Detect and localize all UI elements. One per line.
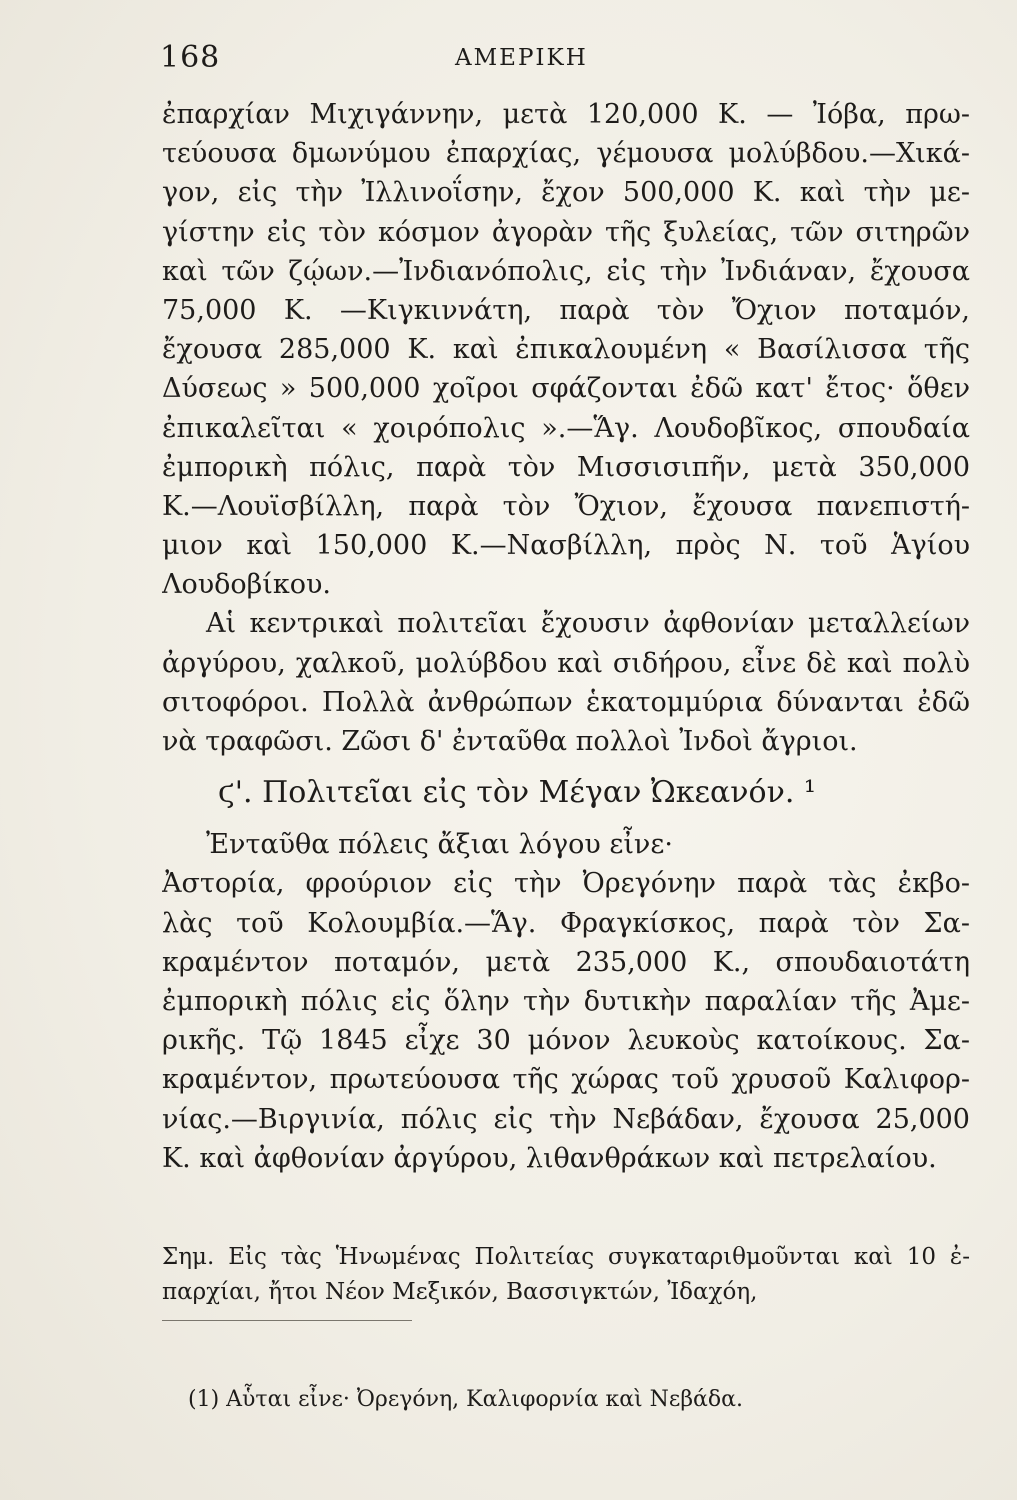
text-line: 75,000 Κ. —Κιγκιννάτη, παρὰ τὸν Ὄχιον ποταμόν, bbox=[162, 294, 970, 326]
text-line: ἐπαρχίαν Μιχιγάννην, μετὰ 120,000 Κ. — Ἰόβα, πρω- bbox=[162, 99, 970, 130]
text-line: νὰ τραφῶσι. Ζῶσι δ' ἐνταῦθα πολλοὶ Ἰνδοὶ ἄγριοι. bbox=[162, 726, 858, 757]
text-line: Κ. καὶ ἀφθονίαν ἀργύρου, λιθανθράκων καὶ πετρελαίου. bbox=[162, 1142, 937, 1174]
paragraph-1 bbox=[162, 95, 970, 604]
text-line: τεύουσα δμωνύμου ἐπαρχίας, γέμουσα μολύβδου.—Χικά- bbox=[162, 138, 970, 170]
note-line: παρχίαι, ἤτοι Νέον Μεξικόν, Βασσιγκτών, Ἰδαχόη, bbox=[162, 1279, 758, 1305]
text-line: καὶ τῶν ζῴων.—Ἰνδιανόπολις, εἰς τὴν Ἰνδιάναν, ἔχουσα bbox=[162, 255, 970, 287]
text-line: Ἐνταῦθα πόλεις ἄξιαι λόγου εἶνε· bbox=[206, 829, 673, 861]
section-heading: ϛ'. Πολιτεῖαι εἰς τὸν Μέγαν Ὠκεανόν. ¹ bbox=[218, 775, 816, 811]
text-line: Δύσεως » 500,000 χοῖροι σφάζονται ἐδῶ κατ' ἔτος· ὅθεν bbox=[162, 373, 970, 405]
text-line: λὰς τοῦ Κολουμβία.—Ἅγ. Φραγκίσκος, παρὰ τὸν Σα- bbox=[162, 907, 970, 939]
text-line: ἀργύρου, χαλκοῦ, μολύβδου καὶ σιδήρου, εἶνε δὲ καὶ πολὺ bbox=[162, 647, 970, 679]
text-line: νίας.—Βιργινία, πόλις εἰς τὴν Νεβάδαν, ἔχουσα 25,000 bbox=[162, 1103, 970, 1135]
text-line: ρικῆς. Τῷ 1845 εἶχε 30 μόνον λευκοὺς κατοίκους. Σα- bbox=[162, 1025, 970, 1057]
text-line: Ἀστορία, φρούριον εἰς τὴν Ὀρεγόνην παρὰ τὰς ἐκβο- bbox=[162, 868, 970, 900]
note-line: Σημ. Εἰς τὰς Ἡνωμένας Πολιτείας συγκαταριθμοῦνται καὶ 10 ἐ- bbox=[162, 1244, 970, 1270]
text-line: Αἱ κεντρικαὶ πολιτεῖαι ἔχουσιν ἀφθονίαν μεταλλείων bbox=[206, 608, 970, 640]
text-line: γον, εἰς τὴν Ἰλλινοΐσην, ἔχον 500,000 Κ. καὶ τὴν με- bbox=[162, 177, 970, 209]
text-line: μιον καὶ 150,000 Κ.—Νασβίλλη, πρὸς Ν. τοῦ Ἁγίου bbox=[162, 530, 970, 562]
page-number: 168 bbox=[160, 40, 221, 75]
text-line: ἔχουσα 285,000 Κ. καὶ ἐπικαλουμένη « Βασίλισσα τῆς bbox=[162, 334, 970, 366]
note bbox=[162, 1240, 970, 1310]
paragraph-2 bbox=[162, 604, 970, 761]
text-line: ἐπικαλεῖται « χοιρόπολις ».—Ἅγ. Λουδοβῖκος, σπουδαία bbox=[162, 412, 970, 444]
text-line: κραμέντον, πρωτεύουσα τῆς χώρας τοῦ χρυσοῦ Καλιφορ- bbox=[162, 1064, 970, 1096]
text-line: κραμέντον ποταμόν, μετὰ 235,000 Κ., σπουδαιοτάτη bbox=[162, 946, 970, 978]
footnote: (1) Αὗται εἶνε· Ὀρεγόνη, Καλιφορνία καὶ Νεβάδα. bbox=[188, 1387, 743, 1412]
text-line: ἐμπορικὴ πόλις εἰς ὅλην τὴν δυτικὴν παραλίαν τῆς Ἀμε- bbox=[162, 985, 970, 1017]
main-text bbox=[162, 95, 970, 1178]
text-line: ἐμπορικὴ πόλις, παρὰ τὸν Μισσισιπῆν, μετὰ 350,000 bbox=[162, 451, 970, 483]
text-line: Κ.—Λουϊσβίλλη, παρὰ τὸν Ὄχιον, ἔχουσα πανεπιστή- bbox=[162, 490, 970, 522]
footnote-divider bbox=[162, 1320, 412, 1321]
paragraph-3 bbox=[162, 825, 970, 1178]
text-line: γίστην εἰς τὸν κόσμον ἀγορὰν τῆς ξυλείας, τῶν σιτηρῶν bbox=[162, 216, 970, 248]
text-line: σιτοφόροι. Πολλὰ ἀνθρώπων ἑκατομμύρια δύνανται ἐδῶ bbox=[162, 686, 970, 718]
text-line: Λουδοβίκου. bbox=[162, 569, 332, 601]
running-title: ΑΜΕΡΙΚΗ bbox=[455, 45, 588, 71]
